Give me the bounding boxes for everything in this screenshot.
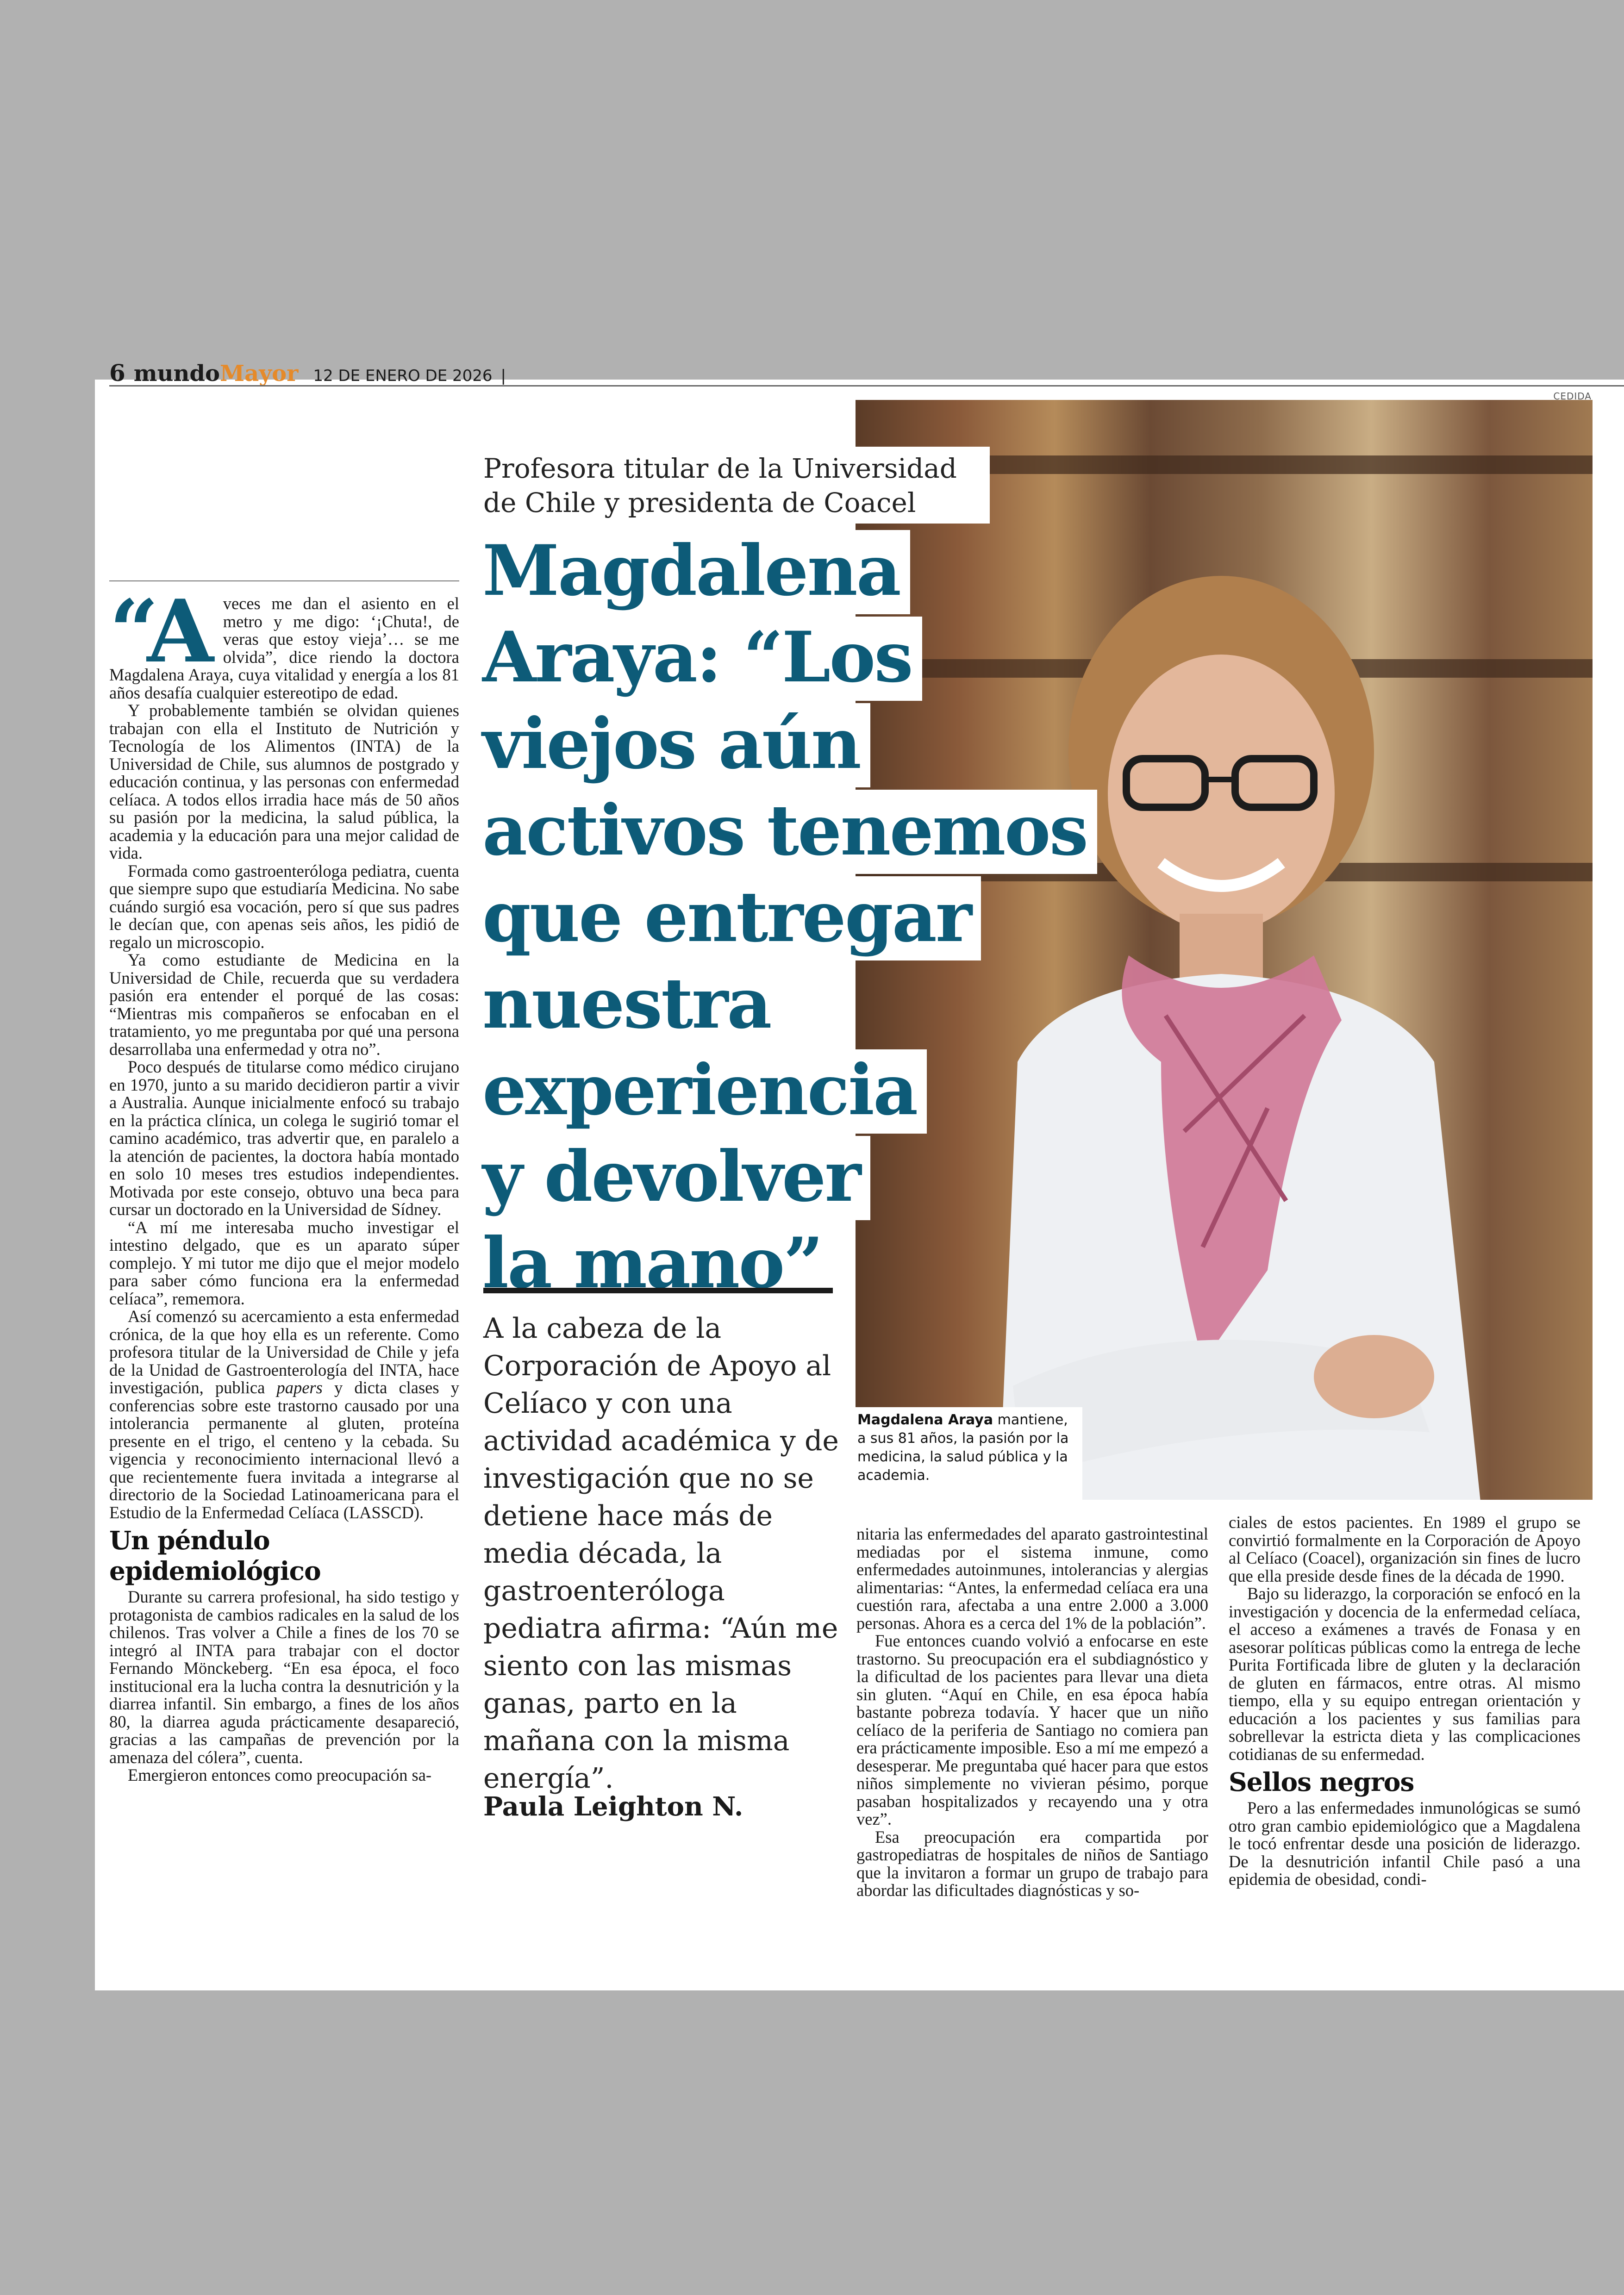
paragraph [109,1308,459,1522]
paragraph-text: y dicta clases y conferencias sobre este trastorno causado por una intolerancia permanente al gluten, proteína presente en el trigo, el centeno y la cebada. Su vigencia y reconocimiento internacional llevó a que recientemente fuera invitada a integrarse al directorio de la Sociedad Latinoamericana para el Estudio de la Enfermedad Celíaca (LASSCD). [109,1378,459,1522]
subheading: Sellos negros [1229,1767,1414,1797]
paragraph: Poco después de titularse como médico cirujano en 1970, junto a su marido decidieron partir a vivir a Australia. Aunque inicialmente enfocó su trabajo en la práctica clínica, un colega le sugirió tomar el camino académico, tras advertir que, en paralelo a la atención de pacientes, la doctora había montado en solo 10 meses tres estudios independientes. Motivada por este consejo, obtuvo una beca para cursar un doctorado en la Universidad de Sídney. [109,1057,459,1219]
deck: A la cabeza de la Corporación de Apoyo al Celíaco y con una actividad académica y de investigación que no se detiene hace más de media década, la gastroenteróloga pediatra afirma: “Aún me siento con las mismas ganas, parto en la mañana con la misma energía”. [483,1312,839,1795]
photo-credit: CEDIDA [1553,391,1592,402]
paragraph-text: Así comenzó su acercamiento a esta enfermedad crónica, de la que hoy ella es un referente. Como profesora titular de la Universidad de Chile y jefa de la Unidad de Gastroenterología del INTA, hace investigación, publica [109,1307,459,1397]
issue-date: 12 DE ENERO DE 2026 [313,367,493,385]
headline-line: experiencia [477,1049,927,1134]
paragraph: Ya como estudiante de Medicina en la Universidad de Chile, recuerda que su verdadera pasión era entender el porqué de las cosas: “Mientras mis compañeros se enfocaban en el tratamiento, yo me preguntaba por qué una persona desarrollaba una enfermedad y otra no”. [109,950,459,1059]
headline-line: Magdalena [477,530,910,614]
byline: Paula Leighton N. [483,1791,743,1822]
headline-line: activos tenemos [477,790,1097,874]
headline-line: y devolver [477,1136,870,1220]
paragraph: Fue entonces cuando volvió a enfocarse en este trastorno. Su preocupación era el subdiagnóstico y la dificultad de los pacientes para llevar una dieta sin gluten. “Aquí en Chile, en esa época había bastante pobreza todavía. Y hacer que un niño celíaco de la periferia de Santiago no comiera pan era prácticamente imposible. Eso a mí me empezó a desesperar. Me preguntaba qué hacer para que estos niños simplemente no vivieran pésimo, porque pasaban hospitalizados y recayendo una y otra vez”. [856,1631,1208,1828]
headline-line: nuestra [477,963,781,1047]
folio-rule [109,385,1624,387]
paragraph: ciales de estos pacientes. En 1989 el grupo se convirtió formalmente en la Corporación de Apoyo al Celíaco (Coacel), organización sin fines de lucro que ella preside desde fines de la década de 1990. [1229,1513,1580,1585]
page-number: 6 [109,359,125,387]
headline-line: Araya: “Los [477,617,922,701]
subheading: Un péndulo epidemiológico [109,1525,321,1586]
headline-line: que entregar [477,876,981,960]
deck-rule [483,1288,833,1293]
paragraph: Pero a las enfermedades inmunológicas se sumó otro gran cambio epidemiológico que a Magdalena le tocó enfrentar desde una posición de liderazgo. De la desnutrición infantil Chile pasó a una epidemia de obesidad, condi- [1229,1798,1580,1889]
page-folio [109,359,506,387]
paragraph: Formada como gastroenteróloga pediatra, cuenta que siempre supo que estudiaría Medicina. No sabe cuándo surgió esa vocación, pero sí que sus padres le decían que, con apenas seis años, les pidió de regalo un microscopio. [109,861,459,952]
article-column-4 [1229,1514,1580,1889]
paragraph: Y probablemente también se olvidan quienes trabajan con ella el Instituto de Nutrición y Tecnología de los Alimentos (INTA) de la Universidad de Chile, sus alumnos de postgrado y educación continua, y las personas con enfermedad celíaca. A todos ellos irradia hace más de 50 años su pasión por la medicina, la salud pública, la academia y la educación para una mejor calidad de vida. [109,701,459,862]
article-column-1 [109,580,459,1784]
headline [477,528,1125,1307]
paragraph: Emergieron entonces como preocupación sa- [128,1765,432,1784]
article-column-3 [856,1525,1208,1900]
headline-line: viejos aún [477,703,870,787]
section-name-part1: mundo [133,361,220,387]
paragraph [109,580,459,702]
section-name-part2: Mayor [219,361,299,387]
drop-cap: “A [109,580,214,682]
paragraph-emphasis: papers [276,1378,323,1397]
paragraph: “A mí me interesaba mucho investigar el intestino delgado, que es un aparato súper complejo. Y mi tutor me dijo que el mejor modelo para saber cómo funciona era la enfermedad celíaca”, rememora. [109,1217,459,1308]
caption-name: Magdalena Araya [857,1412,993,1428]
paragraph: Bajo su liderazgo, la corporación se enfocó en la investigación y docencia de la enfermedad celíaca, el acceso a exámenes a través de Fonasa y en asesorar políticas públicas como la entrega de leche Purita Fortificada libre de gluten y la declaración de gluten en fármacos, entre otras. Al mismo tiempo, ella y su equipo entregan orientación y educación a los pacientes y sus familias para sobrellevar la estricta dieta y las complicaciones cotidianas de su enfermedad. [1229,1584,1580,1764]
kicker: Profesora titular de la Universidad de Chile y presidenta de Coacel [477,447,990,524]
paragraph: Durante su carrera profesional, ha sido testigo y protagonista de cambios radicales en la salud de los chilenos. Tras volver a Chile a fines de los 70 se integró al INTA para trabajar con el doctor Fernando Mönckeberg. “En esa época, el foco institucional era la lucha contra la desnutrición y la diarrea infantil. Sin embargo, a fines de los años 80, la diarrea aguda prácticamente desapareció, gracias a las campañas de prevención por la amenaza del cólera”, cuenta. [109,1587,459,1767]
headline-line: la mano” [477,1222,832,1307]
paragraph: nitaria las enfermedades del aparato gastrointestinal mediadas por el sistema inmune, como enfermedades autoinmunes, intolerancias y alergias alimentarias: “Antes, la enfermedad celíaca era una cuestión rara, afectaba a una entre 2.000 a 3.000 personas. Ahora es a cerca del 1% de la población”. [856,1524,1208,1633]
folio-separator: | [500,367,506,385]
caption-text: mantiene, a sus 81 años, la pasión por la medicina, la salud pública y la academia. [857,1412,1069,1484]
paragraph: Esa preocupación era compartida por gastropediatras de hospitales de niños de Santiago que la invitaron a formar un grupo de trabajo para abordar las dificultades diagnósticas y so- [856,1827,1208,1900]
paragraph-text: veces me dan el asiento en el metro y me digo: ‘¡Chuta!, de veras que estoy vieja’… se me olvida”, dice riendo la doctora Magdalena Araya, cuya vitalidad y energía a los 81 años desafía cualquier estereotipo de edad. [109,594,459,702]
photo-caption [857,1411,1075,1485]
